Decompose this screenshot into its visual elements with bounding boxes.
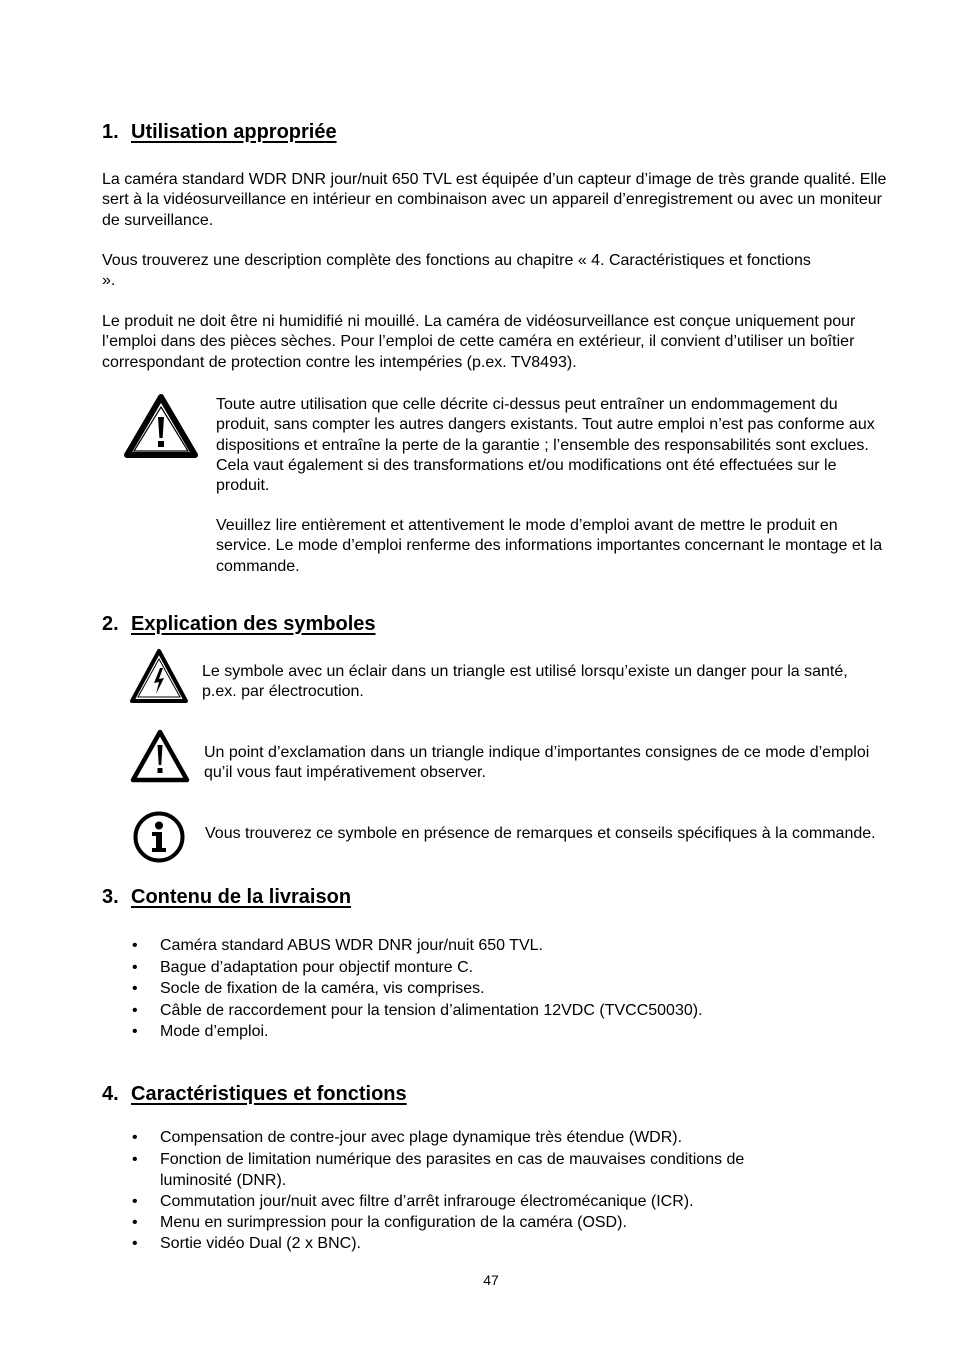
list-item-text: Caméra standard ABUS WDR DNR jour/nuit 650 TVL. <box>160 937 543 954</box>
section-1-heading <box>102 120 337 144</box>
list-item-text: Câble de raccordement pour la tension d’alimentation 12VDC (TVCC50030). <box>160 1002 703 1019</box>
info-circle-icon <box>132 810 186 864</box>
list-item-text: Fonction de limitation numérique des parasites en cas de mauvaises conditions de luminosité (DNR). <box>160 1151 745 1189</box>
section-4-heading <box>102 1082 407 1106</box>
warning-text: Veuillez lire entièrement et attentivement le mode d’emploi avant de mettre le produit en service. Le mode d’emploi renferme des informations importantes concernant le montage et la commande. <box>216 517 883 575</box>
warning-triangle-icon <box>124 394 198 458</box>
list-item-text: Bague d’adaptation pour objectif monture C. <box>160 959 474 976</box>
bullet: • <box>132 1002 138 1019</box>
section-title: Caractéristiques et fonctions <box>131 1083 407 1105</box>
bullet: • <box>132 980 138 997</box>
bullet: • <box>132 1235 138 1252</box>
section-title: Explication des symboles <box>131 613 376 635</box>
list-item-text: Compensation de contre-jour avec plage dynamique très étendue (WDR). <box>160 1129 683 1146</box>
paragraph: Vous trouverez une description complète des fonctions au chapitre « 4. Caractéristiques et fonctions ». <box>102 252 811 290</box>
bullet: • <box>132 1193 138 1210</box>
exclamation-triangle-icon <box>130 729 190 783</box>
lightning-triangle-icon <box>129 648 189 704</box>
list-item-text: Commutation jour/nuit avec filtre d’arrêt infrarouge électromécanique (ICR). <box>160 1193 694 1210</box>
section-number: 4. <box>102 1083 119 1105</box>
list-item-text: Mode d’emploi. <box>160 1023 269 1040</box>
paragraph: Le produit ne doit être ni humidifié ni mouillé. La caméra de vidéosurveillance est conçue uniquement pour l’emploi dans des pièces sèches. Pour l’emploi de cette caméra en extérieur, il convient d’utiliser un boîtier correspondant de protection contre les intempéries (p.ex. TV8493). <box>102 313 856 371</box>
list-item-text: Menu en surimpression pour la configuration de la caméra (OSD). <box>160 1214 627 1231</box>
symbol-description: Un point d’exclamation dans un triangle indique d’importantes consignes de ce mode d’emploi qu’il vous faut impérativement observer. <box>204 744 870 782</box>
bullet: • <box>132 959 138 976</box>
section-title: Contenu de la livraison <box>131 886 352 908</box>
symbol-description: Vous trouverez ce symbole en présence de remarques et conseils spécifiques à la commande. <box>205 825 876 842</box>
section-title: Utilisation appropriée <box>131 121 337 143</box>
page-number: 47 <box>483 1272 499 1288</box>
bullet: • <box>132 1214 138 1231</box>
section-2-heading <box>102 612 376 636</box>
bullet: • <box>132 1129 138 1146</box>
section-number: 3. <box>102 886 119 908</box>
bullet: • <box>132 1151 138 1168</box>
section-number: 1. <box>102 121 119 143</box>
warning-text: Toute autre utilisation que celle décrite ci-dessus peut entraîner un endommagement du produit, sans compter les autres dangers existants. Tout autre emploi n’est pas conforme aux dispositions et entraîne la perte de la garantie ; l’ensemble des responsabilités sont exclues. Cela vaut également si des transformations et/ou modifications ont été effectuées sur le produit. <box>216 396 875 495</box>
bullet: • <box>132 1023 138 1040</box>
section-number: 2. <box>102 613 119 635</box>
list-item-text: Sortie vidéo Dual (2 x BNC). <box>160 1235 361 1252</box>
paragraph: La caméra standard WDR DNR jour/nuit 650 TVL est équipée d’un capteur d’image de très grande qualité. Elle sert à la vidéosurveillance en intérieur en combinaison avec un appareil d’enregistrement ou avec un moniteur de surveillance. <box>102 171 887 229</box>
section-3-heading <box>102 885 351 909</box>
list-item-text: Socle de fixation de la caméra, vis comprises. <box>160 980 485 997</box>
symbol-description: Le symbole avec un éclair dans un triangle est utilisé lorsqu’existe un danger pour la santé, p.ex. par électrocution. <box>202 663 848 701</box>
bullet: • <box>132 937 138 954</box>
